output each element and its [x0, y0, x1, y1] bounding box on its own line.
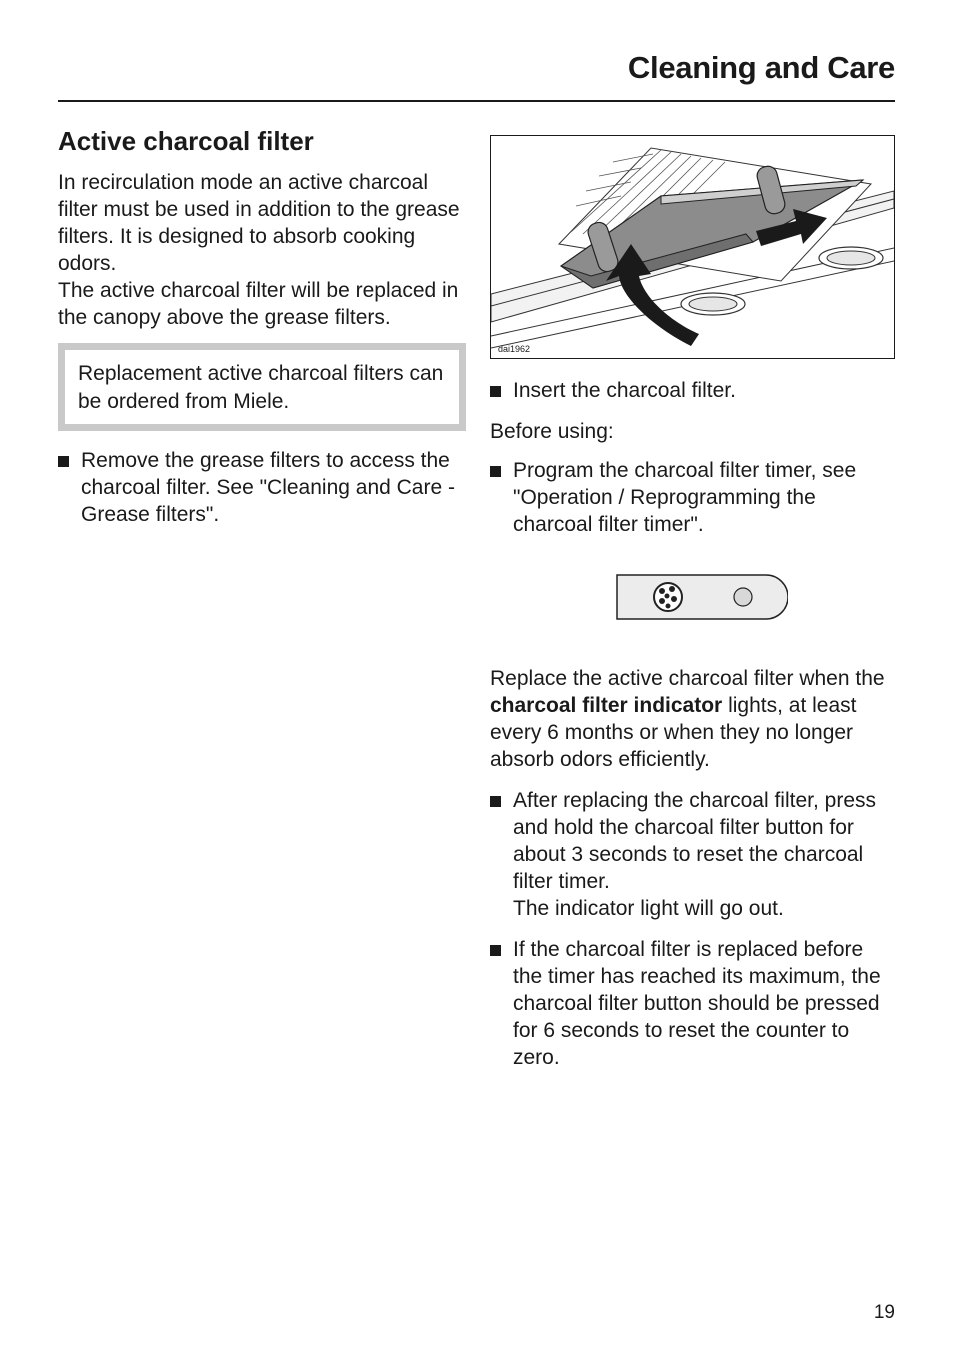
left-column	[58, 123, 466, 542]
list-item	[490, 936, 895, 1071]
bullet-square-icon	[490, 466, 501, 477]
page-title: Cleaning and Care	[627, 50, 895, 85]
right-column	[490, 135, 895, 1085]
list-item-text: If the charcoal filter is replaced before the timer has reached its maximum, the charcoal filter button should be pressed for 6 seconds to reset the counter to zero.	[513, 938, 881, 1069]
header-divider	[58, 100, 895, 102]
indicator-light-icon	[734, 588, 752, 606]
intro-paragraph-2: The active charcoal filter will be replaced in the canopy above the grease filters.	[58, 279, 459, 329]
before-using-label: Before using:	[490, 420, 614, 443]
list-item-text: After replacing the charcoal filter, press and hold the charcoal filter button for about 3 seconds to reset the charcoal filter timer.	[513, 789, 877, 893]
section-title: Active charcoal filter	[58, 126, 314, 156]
list-item-text: Remove the grease filters to access the charcoal filter. See "Cleaning and Care - Grease filters".	[81, 449, 455, 526]
note-text: Replacement active charcoal filters can be ordered from Miele.	[78, 362, 444, 413]
replace-paragraph	[490, 665, 895, 773]
list-item	[490, 787, 895, 922]
list-item	[490, 457, 895, 538]
list-item-subtext: The indicator light will go out.	[513, 897, 784, 920]
note-box	[58, 343, 466, 431]
charcoal-filter-illustration	[490, 135, 895, 359]
list-item	[58, 447, 466, 528]
control-panel	[616, 574, 895, 625]
replace-text-post: lights, at least every 6 months or when they no longer absorb odors efficiently.	[490, 694, 857, 771]
charcoal-filter-button-icon[interactable]	[654, 583, 682, 611]
page-number: 19	[873, 1302, 895, 1323]
list-item	[490, 377, 895, 404]
list-item-text: Insert the charcoal filter.	[513, 379, 736, 402]
replace-text-pre: Replace the active charcoal filter when the	[490, 667, 885, 690]
charcoal-filter-indicator-term: charcoal filter indicator	[490, 694, 723, 717]
bullet-square-icon	[490, 945, 501, 956]
bullet-square-icon	[490, 386, 501, 397]
bullet-square-icon	[58, 456, 69, 467]
intro-paragraph: In recirculation mode an active charcoal filter must be used in addition to the grease filters. It is designed to absorb cooking odors.	[58, 171, 460, 275]
list-item-text: Program the charcoal filter timer, see "Operation / Reprogramming the charcoal filter timer".	[513, 459, 857, 536]
bullet-square-icon	[490, 796, 501, 807]
figure-caption: dai1962	[498, 344, 531, 354]
